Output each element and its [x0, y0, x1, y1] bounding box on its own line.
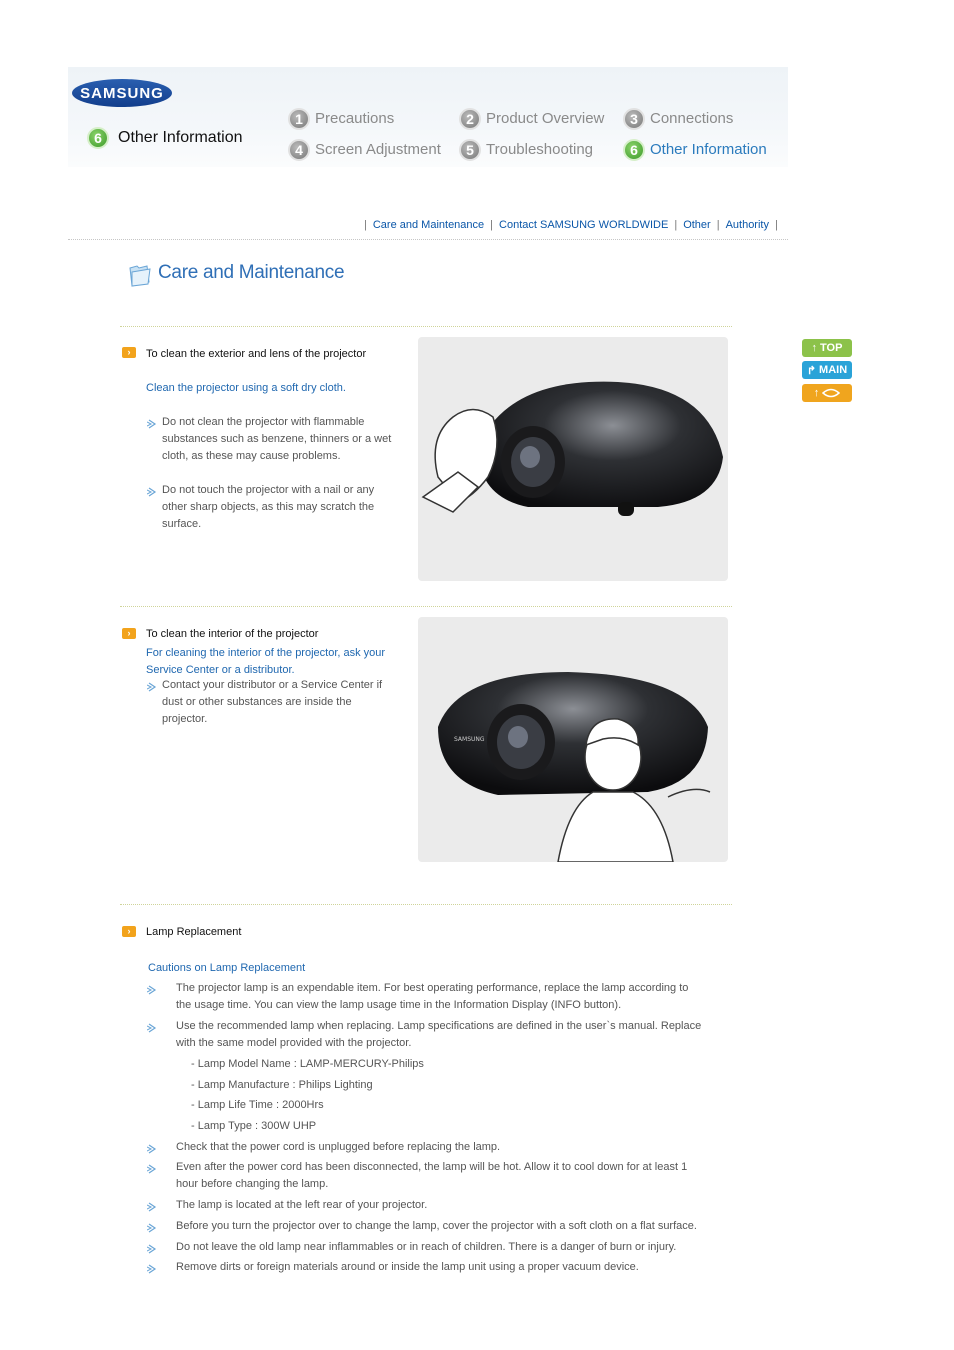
subnav-care-maintenance[interactable]: Care and Maintenance: [372, 219, 485, 231]
text-line: Contact your distributor or a Service Center if: [162, 679, 383, 691]
text-line: Do not leave the old lamp near inflammables or in reach of children. There is a danger of burn or injury.: [176, 1241, 677, 1253]
section2-subheading: [146, 645, 385, 679]
projector-interior-image: [418, 617, 728, 862]
spec-lamp-type: - Lamp Type : 300W UHP: [191, 1119, 317, 1132]
subnav-contact-samsung[interactable]: Contact SAMSUNG WORLDWIDE: [499, 219, 669, 231]
lamp-item-7: [176, 1239, 676, 1256]
nav-num-3[interactable]: 3: [623, 108, 645, 130]
section1-subheading: Clean the projector using a soft dry cloth.: [146, 382, 346, 394]
section1-heading: To clean the exterior and lens of the projector: [146, 348, 367, 360]
chevron-right-icon: ›: [122, 628, 136, 639]
text-line: with the same model provided with the projector.: [176, 1037, 412, 1049]
arrow-bullet-icon: [147, 1244, 157, 1254]
text-line: hour before changing the lamp.: [176, 1178, 329, 1190]
nav-connections[interactable]: Connections: [650, 110, 734, 127]
arrow-up-icon: ↑: [813, 387, 820, 399]
current-section-number: 6: [87, 127, 109, 149]
section-divider: [120, 606, 732, 607]
text-line: The lamp is located at the left rear of your projector.: [176, 1199, 428, 1211]
top-button-label: TOP: [820, 342, 843, 354]
arrow-up-icon: ↑: [811, 342, 818, 354]
arrow-turn-icon: ↱: [806, 364, 817, 377]
text-line: Before you turn the projector over to change the lamp, cover the projector with a soft cloth on a flat surface.: [176, 1220, 697, 1232]
text-line: projector.: [162, 713, 208, 725]
section1-item-2: [162, 482, 374, 533]
text-line: substances such as benzene, thinners or a wet: [162, 433, 392, 445]
chevron-right-icon: ›: [122, 347, 136, 358]
projector-illustration: [418, 337, 728, 581]
main-button[interactable]: [802, 361, 852, 379]
text-line: The projector lamp is an expendable item. For best operating performance, replace the lamp according to: [176, 982, 689, 994]
nav-num-1[interactable]: 1: [288, 108, 310, 130]
text-line: Check that the power cord is unplugged before replacing the lamp.: [176, 1141, 501, 1153]
top-button[interactable]: [802, 339, 852, 357]
samsung-logo[interactable]: SAMSUNG: [72, 79, 172, 107]
text-line: For cleaning the interior of the projector, ask your: [146, 647, 386, 659]
section-divider: [120, 326, 732, 327]
header-divider: [68, 239, 788, 240]
page-title: Care and Maintenance: [158, 262, 345, 283]
section-divider: [120, 904, 732, 905]
arrow-bullet-icon: [147, 682, 157, 692]
chevron-right-icon: ›: [122, 926, 136, 937]
nav-troubleshooting[interactable]: Troubleshooting: [486, 141, 594, 158]
nav-screen-adjustment[interactable]: Screen Adjustment: [315, 141, 441, 158]
text-line: Remove dirts or foreign materials around or inside the lamp unit using a proper vacuum device.: [176, 1261, 639, 1273]
arrow-bullet-icon: [147, 487, 157, 497]
lamp-item-1: [176, 980, 688, 1014]
arrow-bullet-icon: [147, 1144, 157, 1154]
projector-cleaning-image: [418, 337, 728, 581]
text-line: dust or other substances are inside the: [162, 696, 352, 708]
lamp-item-4: [176, 1159, 687, 1193]
arrow-bullet-icon: [147, 1264, 157, 1274]
folder-icon: [128, 262, 152, 288]
arrow-bullet-icon: [147, 1202, 157, 1212]
subnav-other[interactable]: Other: [683, 219, 711, 231]
home-button[interactable]: [802, 384, 852, 402]
lamp-item-5: [176, 1197, 427, 1214]
text-line: Even after the power cord has been disconnected, the lamp will be hot. Allow it to cool down for at least 1: [176, 1161, 688, 1173]
nav-precautions[interactable]: Precautions: [315, 110, 395, 127]
sub-navigation: | Care and Maintenance | Contact SAMSUNG WORLDWIDE | Other | Authority |: [364, 219, 778, 231]
lamp-specs: [191, 1054, 424, 1136]
lamp-item-3: [176, 1139, 500, 1156]
main-button-label: MAIN: [819, 364, 848, 376]
current-section-title: Other Information: [118, 129, 243, 146]
text-line: Do not clean the projector with flammable: [162, 416, 365, 428]
arrow-bullet-icon: [147, 1223, 157, 1233]
section3-heading: Lamp Replacement: [146, 926, 242, 938]
spec-model-name: - Lamp Model Name : LAMP-MERCURY-Philips: [191, 1058, 424, 1070]
text-line: surface.: [162, 518, 202, 530]
subnav-authority[interactable]: Authority: [725, 219, 769, 231]
section1-item-1: [162, 414, 391, 465]
projector-person-illustration: [418, 617, 728, 862]
lamp-item-8: [176, 1259, 639, 1276]
text-line: Do not touch the projector with a nail or any: [162, 484, 375, 496]
lamp-item-6: [176, 1218, 697, 1235]
arrow-bullet-icon: [147, 1023, 157, 1033]
nav-other-information[interactable]: Other Information: [650, 141, 767, 158]
spec-manufacture: - Lamp Manufacture : Philips Lighting: [191, 1078, 373, 1091]
arrow-bullet-icon: [147, 1164, 157, 1174]
arrow-bullet-icon: [147, 419, 157, 429]
nav-num-4[interactable]: 4: [288, 139, 310, 161]
section2-item-1: [162, 677, 382, 728]
text-line: Service Center or a distributor.: [146, 664, 295, 676]
lamp-item-2: [176, 1018, 701, 1052]
projector-brand-label: SAMSUNG: [454, 736, 485, 743]
section3-subheading: Cautions on Lamp Replacement: [148, 962, 306, 974]
nav-num-6[interactable]: 6: [623, 139, 645, 161]
text-line: cloth, as these may cause problems.: [162, 450, 341, 462]
home-icon: [822, 388, 840, 398]
text-line: the usage time. You can view the lamp usage time in the Information Display (INFO button).: [176, 999, 622, 1011]
spec-life-time: - Lamp Life Time : 2000Hrs: [191, 1099, 324, 1111]
nav-product-overview[interactable]: Product Overview: [486, 110, 605, 127]
text-line: Use the recommended lamp when replacing. Lamp specifications are defined in the user`s manual. Replace: [176, 1020, 702, 1032]
text-line: other sharp objects, as this may scratch the: [162, 501, 375, 513]
section2-heading: To clean the interior of the projector: [146, 628, 319, 640]
nav-num-2[interactable]: 2: [459, 108, 481, 130]
arrow-bullet-icon: [147, 985, 157, 995]
nav-num-5[interactable]: 5: [459, 139, 481, 161]
